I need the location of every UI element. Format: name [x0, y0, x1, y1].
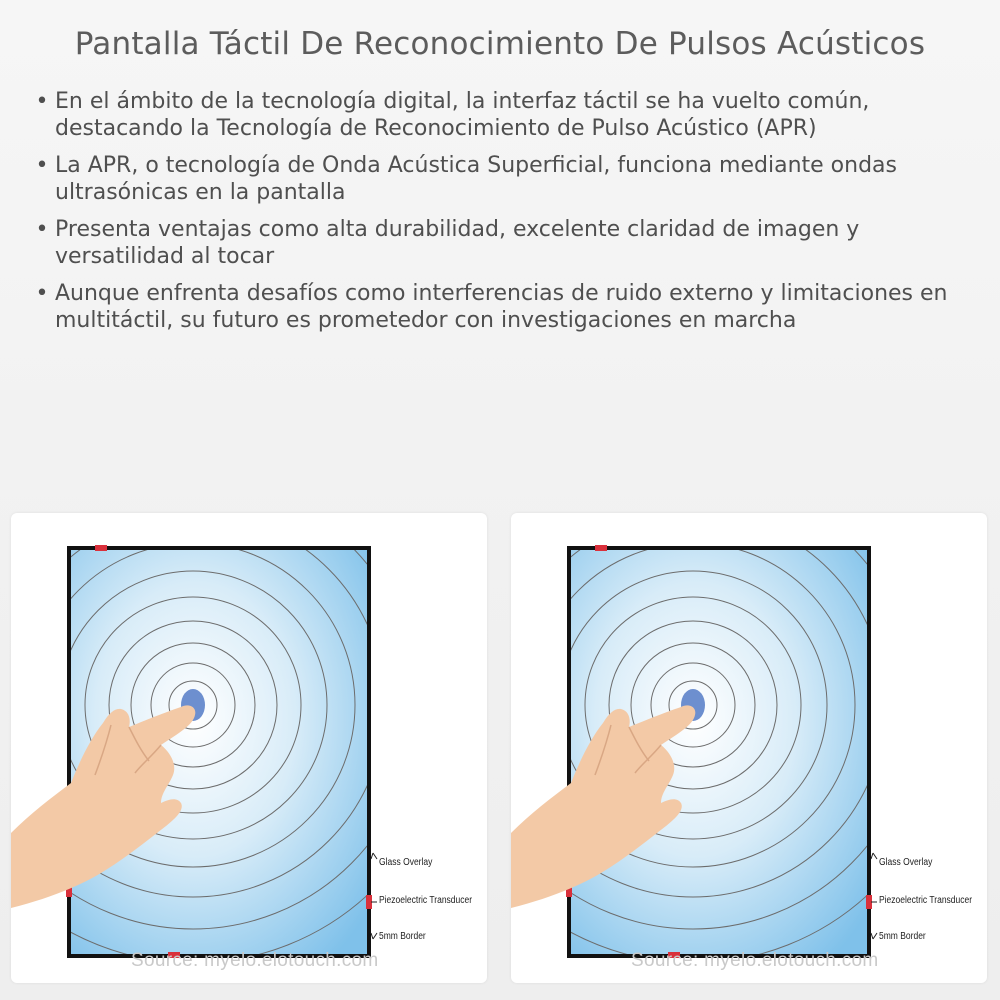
bullet-text: Presenta ventajas como alta durabilidad, excelente claridad de imagen y versatilidad al tocar — [55, 217, 860, 269]
piezo-transducer-label: Piezoelectric Transducer — [379, 895, 473, 906]
image-source-caption: Source: myelo.elotouch.com — [631, 950, 879, 971]
bullet-marker: • — [35, 153, 49, 178]
glass-overlay-label: Glass Overlay — [879, 857, 933, 868]
bullet-item — [35, 88, 965, 142]
apr-diagram-image-right — [511, 513, 987, 983]
bullet-text: En el ámbito de la tecnología digital, la interfaz táctil se ha vuelto común, destacando la Tecnología de Reconocimiento de Pulso Acústico (APR) — [55, 89, 870, 141]
apr-diagram-image-left — [11, 513, 487, 983]
arrow-icon — [371, 933, 377, 939]
arrow-icon — [871, 853, 877, 859]
bullet-marker: • — [35, 89, 49, 114]
border-label: 5mm Border — [379, 931, 426, 942]
bullet-marker: • — [35, 281, 49, 306]
arrow-icon — [371, 853, 377, 859]
apr-diagram — [511, 513, 987, 983]
arrow-icon — [871, 933, 877, 939]
bullet-marker: • — [35, 217, 49, 242]
bullet-list — [35, 88, 965, 344]
bullet-item — [35, 152, 965, 206]
bullet-item — [35, 280, 965, 334]
piezo-transducer-top — [95, 545, 107, 551]
glass-overlay-label: Glass Overlay — [379, 857, 433, 868]
bullet-text: La APR, o tecnología de Onda Acústica Superficial, funciona mediante ondas ultrasónicas en la pantalla — [55, 153, 897, 205]
page-title: Pantalla Táctil De Reconocimiento De Pulsos Acústicos — [74, 26, 926, 62]
piezo-transducer-label: Piezoelectric Transducer — [879, 895, 973, 906]
bullet-text: Aunque enfrenta desafíos como interferencias de ruido externo y limitaciones en multitáctil, su futuro es prometedor con investigaciones en marcha — [55, 281, 948, 333]
apr-diagram — [11, 513, 487, 983]
image-source-caption: Source: myelo.elotouch.com — [131, 950, 379, 971]
border-label: 5mm Border — [879, 931, 926, 942]
piezo-transducer-top — [595, 545, 607, 551]
bullet-item — [35, 216, 965, 270]
